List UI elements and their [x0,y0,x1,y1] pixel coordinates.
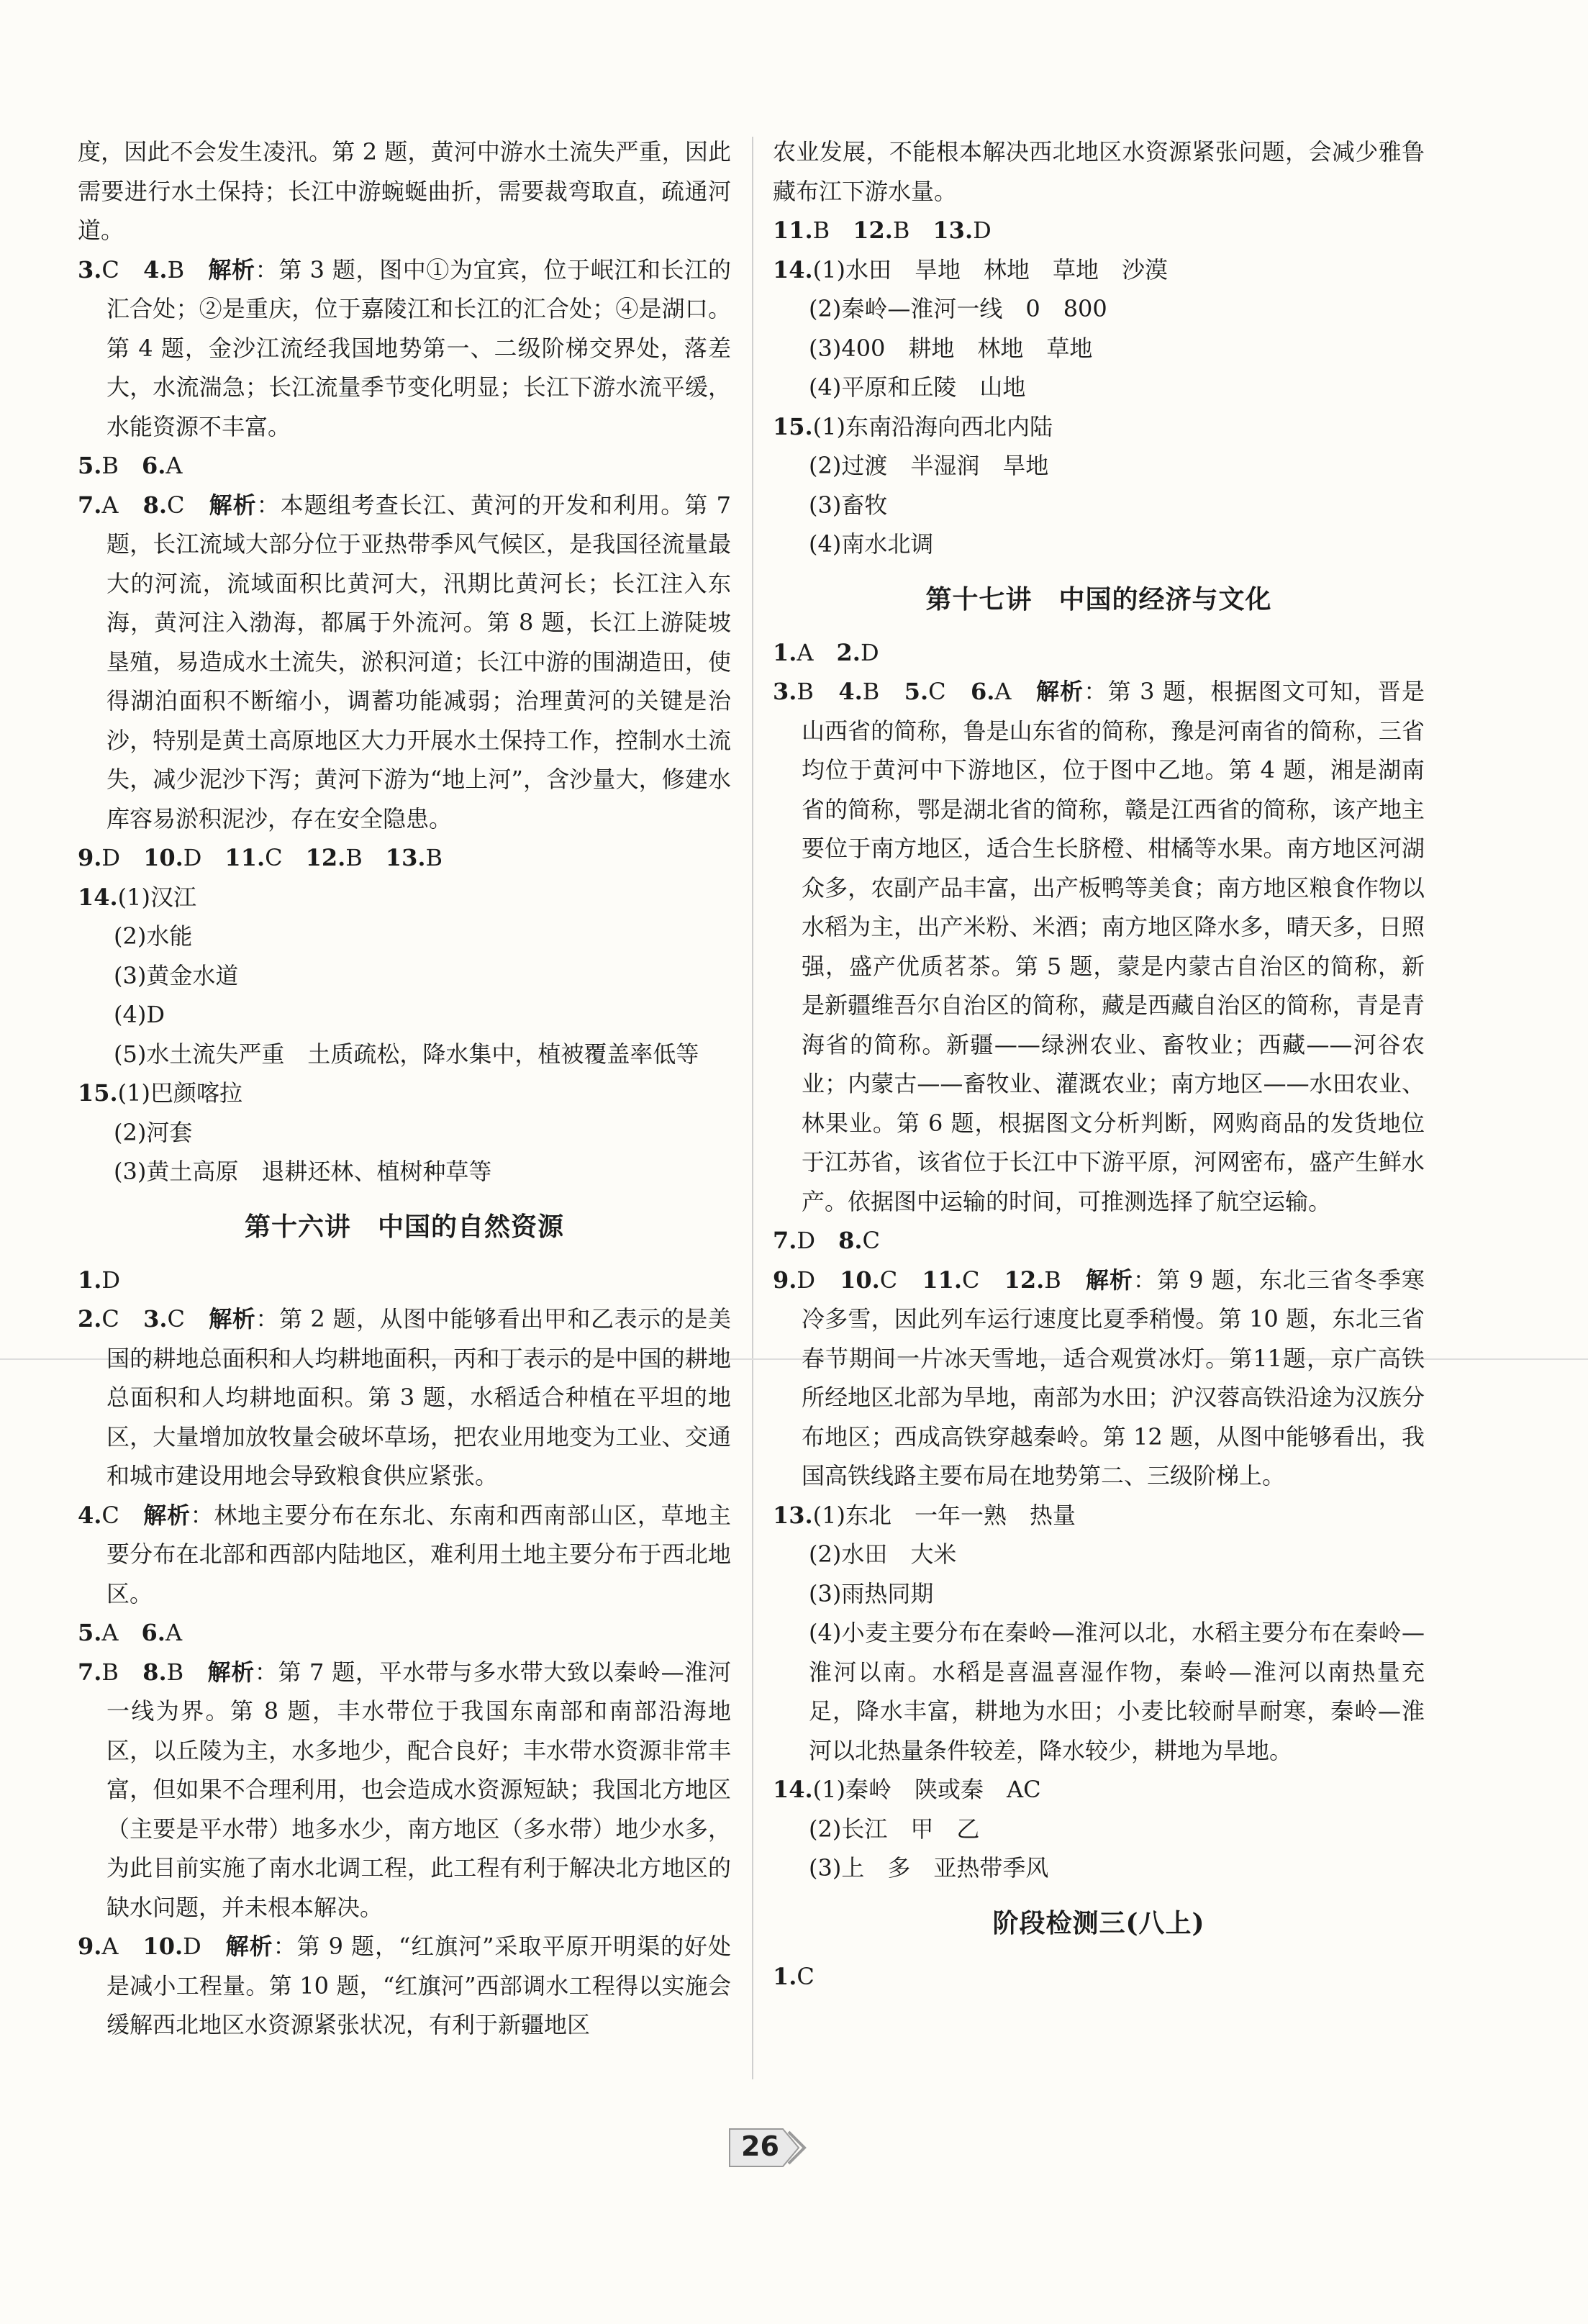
section-heading: 第十六讲 中国的自然资源 [244,1211,564,1242]
sub-answer: (3)400 耕地 林地 草地 [809,334,1093,362]
sub-answer: (3)雨热同期 [809,1579,934,1607]
question-number: 14.(1)汉江 [78,883,197,911]
answer-block: 9.D 10.C 11.C 12.B 解析：第 9 题，东北三省冬季寒冷多雪，因此列车运行速度比夏季稍慢。第 10 题，东北三省春节期间一片冰天雪地，适合观赏冰灯。第11题，京广高铁所经地区北部为旱地，南部为水田；沪汉蓉高铁沿途为汉族分布地区；西成高铁穿越秦岭。第 12 题，从图中能够看出，我国高铁线路主要布局在地势第二、三级阶梯上。 [773,1266,1425,1489]
answer-block: 7.B 8.B 解析：第 7 题，平水带与多水带大致以秦岭—淮河一线为界。第 8 题，丰水带位于我国东南部和南部沿海地区，以丘陵为主，水多地少，配合良好；丰水带水资源非常丰富，但如果不合理利用，也会造成水资源短缺；我国北方地区（主要是平水带）地多水少，南方地区（多水带）地少水多，为此目前实施了南水北调工程，此工程有利于解决北方地区的缺水问题，并未根本解决。 [78,1658,731,1921]
sub-answer: (2)水能 [114,922,193,950]
page-number: 26 [741,2130,779,2162]
question-number: 13.(1)东北 一年一熟 热量 [773,1501,1076,1529]
sub-answer: (4)D [114,1001,165,1028]
sub-answer: (4)南水北调 [809,530,934,558]
answer-block: 3.B 4.B 5.C 6.A 解析：第 3 题，根据图文可知，晋是山西省的简称，鲁是山东省的简称，豫是河南省的简称，三省均位于黄河中下游地区，位于图中乙地。第 4 题，湘是湖南省的简称，鄂是湖北省的简称，赣是江西省的简称，该产地主要位于南方地区，适合生长脐橙、柑橘等水果。南方地区河湖众多，农副产品丰富，出产板鸭等美食；南方地区粮食作物以水稻为主，出产米粉、米酒；南方地区降水多，晴天多，日照强，盛产优质茗茶。第 5 题，蒙是内蒙古自治区的简称，新是新疆维吾尔自治区的简称，藏是西藏自治区的简称，青是青海省的简称。新疆——绿洲农业、畜牧业；西藏——河谷农业；内蒙古——畜牧业、灌溉农业；南方地区——水田农业、林果业。第 6 题，根据图文分析判断，网购商品的发货地位于江苏省，该省位于长江中下游平原，河网密布，盛产生鲜水产。依据图中运输的时间，可推测选择了航空运输。 [773,678,1425,1215]
question-number: 15.(1)东南沿海向西北内陆 [773,412,1053,440]
question-number: 14.(1)水田 旱地 林地 草地 沙漠 [773,255,1169,283]
question-number: 14.(1)秦岭 陕或秦 AC [773,1776,1041,1803]
sub-answer: (2)河套 [114,1118,193,1146]
answer-block: 3.C 4.B 解析：第 3 题，图中①为宜宾，位于岷江和长江的汇合处；②是重庆，位于嘉陵江和长江的汇合处；④是湖口。第 4 题，金沙江流经我国地势第一、二级阶梯交界处，落差大，水流湍急；长江流量季节变化明显；长江下游水流平缓，水能资源不丰富。 [78,255,731,440]
sub-answer: (5)水土流失严重 土质疏松，降水集中，植被覆盖率低等 [114,1040,699,1068]
sub-answer: (2)长江 甲 乙 [809,1815,980,1843]
answer-block: 1.D [78,1266,121,1294]
answer-block: 7.D 8.C [773,1227,880,1254]
answer-block: 11.B 12.B 13.D [773,217,992,244]
right-column [773,132,1425,1996]
answer-block: 1.C [773,1962,815,1990]
sub-answer: (3)黄金水道 [114,961,239,989]
answer-block: 7.A 8.C 解析：本题组考查长江、黄河的开发和利用。第 7 题，长江流域大部分位于亚热带季风气候区，是我国径流量最大的河流，流域面积比黄河大，汛期比黄河长；长江注入东海，黄河注入渤海，都属于外流河。第 8 题，长江上游陡坡垦殖，易造成水土流失，淤积河道；长江中游的围湖造田，使得湖泊面积不断缩小，调蓄功能减弱；治理黄河的关键是治沙，特别是黄土高原地区大力开展水土保持工作，控制水土流失，减少泥沙下泻；黄河下游为“地上河”，含沙量大，修建水库容易淤积泥沙，存在安全隐患。 [78,491,731,832]
answer-block: 度，因此不会发生凌汛。第 2 题，黄河中游水土流失严重，因此需要进行水土保持；长江中游蜿蜒曲折，需要裁弯取直，疏通河道。 [78,138,731,244]
answer-block: 农业发展，不能根本解决西北地区水资源紧张问题，会减少雅鲁藏布江下游水量。 [773,138,1425,205]
left-column [78,132,731,2045]
sub-answer: (3)黄土高原 退耕还林、植树种草等 [114,1158,492,1185]
answer-block: 9.A 10.D 解析：第 9 题，“红旗河”采取平原开明渠的好处是减小工程量。第 10 题，“红旗河”西部调水工程得以实施会缓解西北地区水资源紧张状况，有利于新疆地区 [78,1933,731,2038]
column-divider [752,137,753,2079]
sub-answer: (4)小麦主要分布在秦岭—淮河以北，水稻主要分布在秦岭—淮河以南。水稻是喜温喜湿作物，秦岭—淮河以南热量充足，降水丰富，耕地为水田；小麦比较耐旱耐寒，秦岭—淮河以北热量条件较差，降水较少，耕地为旱地。 [809,1619,1425,1764]
section-heading: 阶段检测三(八上) [992,1907,1205,1938]
question-number: 15.(1)巴颜喀拉 [78,1079,243,1107]
sub-answer: (4)平原和丘陵 山地 [809,373,1026,401]
sub-answer: (2)水田 大米 [809,1540,957,1568]
sub-answer: (2)秦岭—淮河一线 0 800 [809,295,1107,322]
answer-block: 1.A 2.D [773,638,879,666]
answer-block: 5.A 6.A [78,1619,183,1646]
sub-answer: (2)过渡 半湿润 旱地 [809,452,1049,479]
answer-block: 2.C 3.C 解析：第 2 题，从图中能够看出甲和乙表示的是美国的耕地总面积和人均耕地面积，丙和丁表示的是中国的耕地总面积和人均耕地面积。第 3 题，水稻适合种植在平坦的地区，大量增加放牧量会破坏草场，把农业用地变为工业、交通和城市建设用地会导致粮食供应紧张。 [78,1305,731,1489]
page-number-badge [727,2126,813,2169]
answer-block: 5.B 6.A [78,452,183,479]
sub-answer: (3)上 多 亚热带季风 [809,1854,1049,1882]
answer-block: 9.D 10.D 11.C 12.B 13.B [78,844,443,871]
sub-answer: (3)畜牧 [809,491,888,519]
answer-block: 4.C 解析：林地主要分布在东北、东南和西南部山区，草地主要分布在北部和西部内陆地区，难利用土地主要分布于西北地区。 [78,1501,731,1607]
section-heading: 第十七讲 中国的经济与文化 [925,584,1272,614]
